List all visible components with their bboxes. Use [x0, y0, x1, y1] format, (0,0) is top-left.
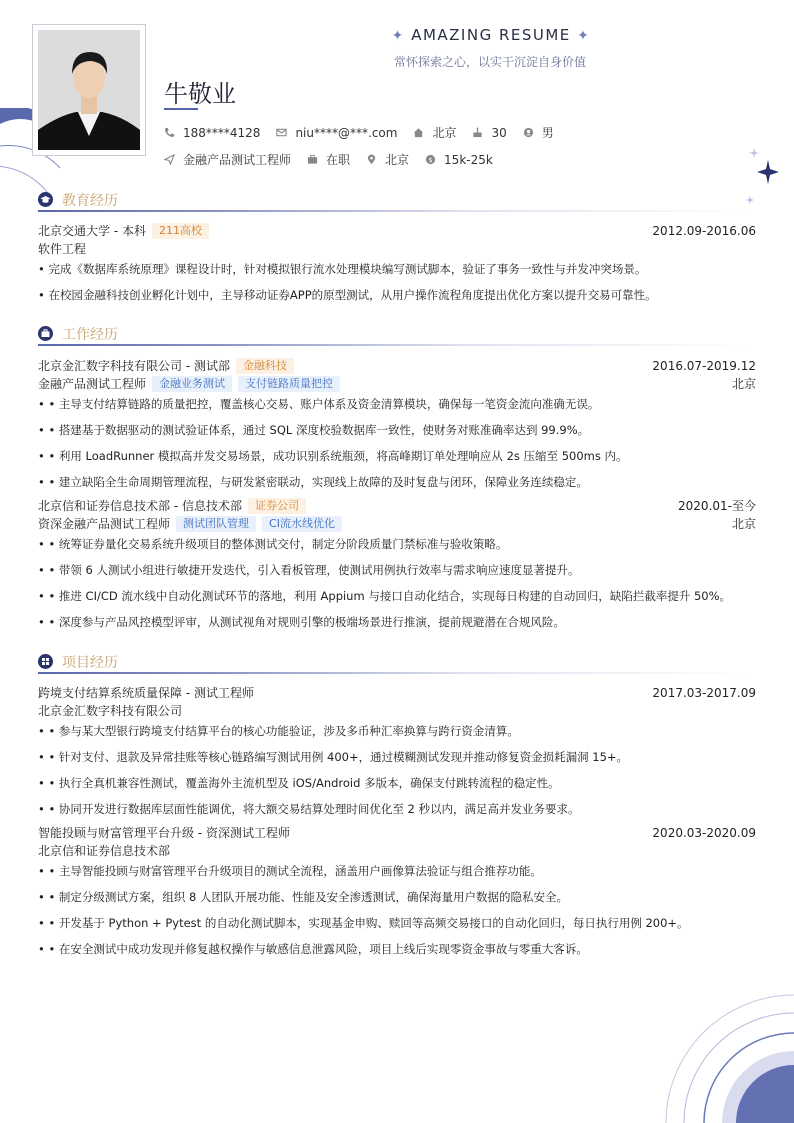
role-tag: 支付链路质量把控: [238, 376, 340, 392]
education-major-row: [38, 240, 756, 257]
section-divider: [38, 210, 754, 212]
list-item: • • 深度参与产品风控模型评审，从测试视角对规则引擎的极端场景进行推演，提前规避潜在合规风险。: [38, 615, 565, 629]
header-subtitle: 常怀探索之心，以实干沉淀自身价值: [393, 55, 586, 69]
job-target-text: 金融产品测试工程师: [183, 153, 292, 167]
work-section-title: 工作经历: [62, 327, 118, 343]
project-org: 北京金汇数字科技有限公司: [38, 704, 183, 718]
major: 软件工程: [38, 242, 87, 256]
project-org-row: [38, 702, 756, 719]
profile-photo: [38, 30, 140, 150]
sparkle-star-icon: ✦: [577, 28, 591, 44]
company-tag: 金融科技: [236, 358, 294, 374]
salary-item: [425, 153, 493, 167]
grid-icon: [38, 654, 53, 669]
role-tag: 金融业务测试: [152, 376, 232, 392]
projects-section-header: [38, 652, 754, 672]
list-item: • • 搭建基于数据驱动的测试验证体系，通过 SQL 深度校验数据库一致性，使财务对账准确率达到 99.9%。: [38, 423, 590, 437]
work-period: 2016.07-2019.12: [652, 358, 756, 373]
work-section-header: [38, 324, 754, 344]
cake-icon: [472, 127, 483, 138]
contact-info-row: [164, 124, 570, 141]
svg-text:$: $: [428, 155, 433, 164]
target-city-item: [366, 151, 409, 168]
salary-text: 15k-25k: [444, 152, 493, 167]
profile-photo-frame: [32, 24, 146, 156]
resume-header-title: [386, 26, 596, 44]
school-name: 北京交通大学 - 本科: [38, 224, 146, 238]
decorative-circles-bottom: [654, 983, 794, 1123]
project-org: 北京信和证券信息技术部: [38, 844, 171, 858]
work-entry-header: [38, 357, 756, 374]
education-period: 2012.09-2016.06: [652, 223, 756, 238]
list-item: • • 在安全测试中成功发现并修复越权操作与敏感信息泄露风险，项目上线后实现零资金事故与零重大客诉。: [38, 942, 588, 956]
company-tag: 证券公司: [248, 498, 306, 514]
project-entry-header: [38, 684, 756, 701]
age-item: [472, 126, 506, 140]
list-item: • • 开发基于 Python + Pytest 的自动化测试脚本，实现基金申购、赎回等高频交易接口的自动化回归，每日执行用例 200+。: [38, 916, 689, 930]
list-item: • • 协同开发进行数据库层面性能调优，将大额交易结算处理时间优化至 2 秒以内，满足高并发业务要求。: [38, 802, 580, 816]
phone-text: 188****4128: [183, 125, 261, 140]
list-item: • • 制定分级测试方案，组织 8 人团队开展功能、性能及安全渗透测试，确保海量用户数据的隐私安全。: [38, 890, 568, 904]
role-tag: CI流水线优化: [262, 516, 342, 532]
briefcase-icon: [38, 326, 53, 341]
mail-icon: [276, 127, 287, 138]
phone-icon: [164, 127, 175, 138]
list-item: • • 参与某大型银行跨境支付结算平台的核心功能验证，涉及多币种汇率换算与跨行资金清算。: [38, 724, 519, 738]
email-item: [276, 126, 397, 140]
list-item: • 完成《数据库系统原理》课程设计时，针对模拟银行流水处理模块编写测试脚本，验证了事务一致性与并发冲突场景。: [38, 262, 647, 276]
candidate-name: 牛敬业: [164, 80, 236, 108]
list-item: • • 主导智能投顾与财富管理平台升级项目的测试全流程，涵盖用户画像算法验证与组合推荐功能。: [38, 864, 542, 878]
list-item: • • 主导支付结算链路的质量把控，覆盖核心交易、账户体系及资金清算模块，确保每一笔资金流向准确无误。: [38, 397, 600, 411]
list-item: • • 针对支付、退款及异常挂账等核心链路编写测试用例 400+，通过模糊测试发现并推动修复资金损耗漏洞 15+。: [38, 750, 629, 764]
projects-section-title: 项目经历: [62, 655, 118, 671]
list-item: • • 执行全真机兼容性测试，覆盖海外主流机型及 iOS/Android 多版本，确保支付跳转流程的稳定性。: [38, 776, 560, 790]
job-target-item: [164, 151, 291, 168]
city-item: [413, 124, 456, 141]
age-text: 30: [491, 125, 507, 140]
sparkle-star-icon: ✦: [391, 28, 405, 44]
header-title-text: AMAZING RESUME: [411, 26, 571, 44]
work-entry-header: [38, 497, 756, 514]
name-underline: [164, 108, 198, 110]
briefcase-icon: [307, 154, 318, 165]
education-section-header: [38, 190, 754, 210]
education-header-row: [38, 222, 756, 239]
project-entry-header: [38, 824, 756, 841]
list-item: • • 建立缺陷全生命周期管理流程，与研发紧密联动，实现线上故障的及时复盘与闭环，保障业务连续稳定。: [38, 475, 588, 489]
money-icon: [425, 154, 436, 165]
project-period: 2020.03-2020.09: [652, 825, 756, 840]
phone-item: [164, 126, 260, 140]
work-location: 北京: [731, 517, 756, 531]
gender-text: 男: [541, 126, 554, 140]
list-item: • • 带领 6 人测试小组进行敏捷开发迭代，引入看板管理，使测试用例执行效率与需求响应速度显著提升。: [38, 563, 580, 577]
company-name: 北京金汇数字科技有限公司 - 测试部: [38, 359, 230, 373]
school-tag: 211高校: [152, 223, 209, 239]
target-city-text: 北京: [385, 153, 410, 167]
work-role-row: [38, 375, 756, 392]
gender-item: [523, 124, 554, 141]
section-divider: [38, 672, 754, 674]
user-circle-icon: [523, 127, 534, 138]
project-org-row: [38, 842, 756, 859]
job-intent-row: [164, 151, 509, 168]
project-period: 2017.03-2017.09: [652, 685, 756, 700]
status-text: 在职: [326, 153, 351, 167]
list-item: • 在校园金融科技创业孵化计划中，主导移动证券APP的原型测试，从用户操作流程角度提出优化方案以提升交易可靠性。: [38, 288, 657, 302]
role-tag: 测试团队管理: [176, 516, 256, 532]
project-title: 跨境支付结算系统质量保障 - 测试工程师: [38, 686, 254, 700]
project-title: 智能投顾与财富管理平台升级 - 资深测试工程师: [38, 826, 290, 840]
list-item: • • 利用 LoadRunner 模拟高并发交易场景，成功识别系统瓶颈，将高峰期订单处理响应从 2s 压缩至 500ms 内。: [38, 449, 628, 463]
role-title: 金融产品测试工程师: [38, 377, 147, 391]
city-text: 北京: [432, 126, 457, 140]
location-pin-icon: [366, 154, 377, 165]
status-item: [307, 151, 350, 168]
email-text: niu****@***.com: [295, 125, 398, 140]
home-icon: [413, 127, 424, 138]
company-name: 北京信和证券信息技术部 - 信息技术部: [38, 499, 242, 513]
work-role-row: [38, 515, 756, 532]
education-section-title: 教育经历: [62, 193, 118, 209]
send-icon: [164, 154, 175, 165]
list-item: • • 统筹证券量化交易系统升级项目的整体测试交付，制定分阶段质量门禁标准与验收策略。: [38, 537, 508, 551]
list-item: • • 推进 CI/CD 流水线中自动化测试环节的落地，利用 Appium 与接口自动化结合，实现每日构建的自动回归，缺陷拦截率提升 50%。: [38, 589, 732, 603]
work-location: 北京: [731, 377, 756, 391]
role-title: 资深金融产品测试工程师: [38, 517, 171, 531]
section-divider: [38, 344, 754, 346]
graduation-cap-icon: [38, 192, 53, 207]
work-period: 2020.01-至今: [678, 499, 756, 513]
